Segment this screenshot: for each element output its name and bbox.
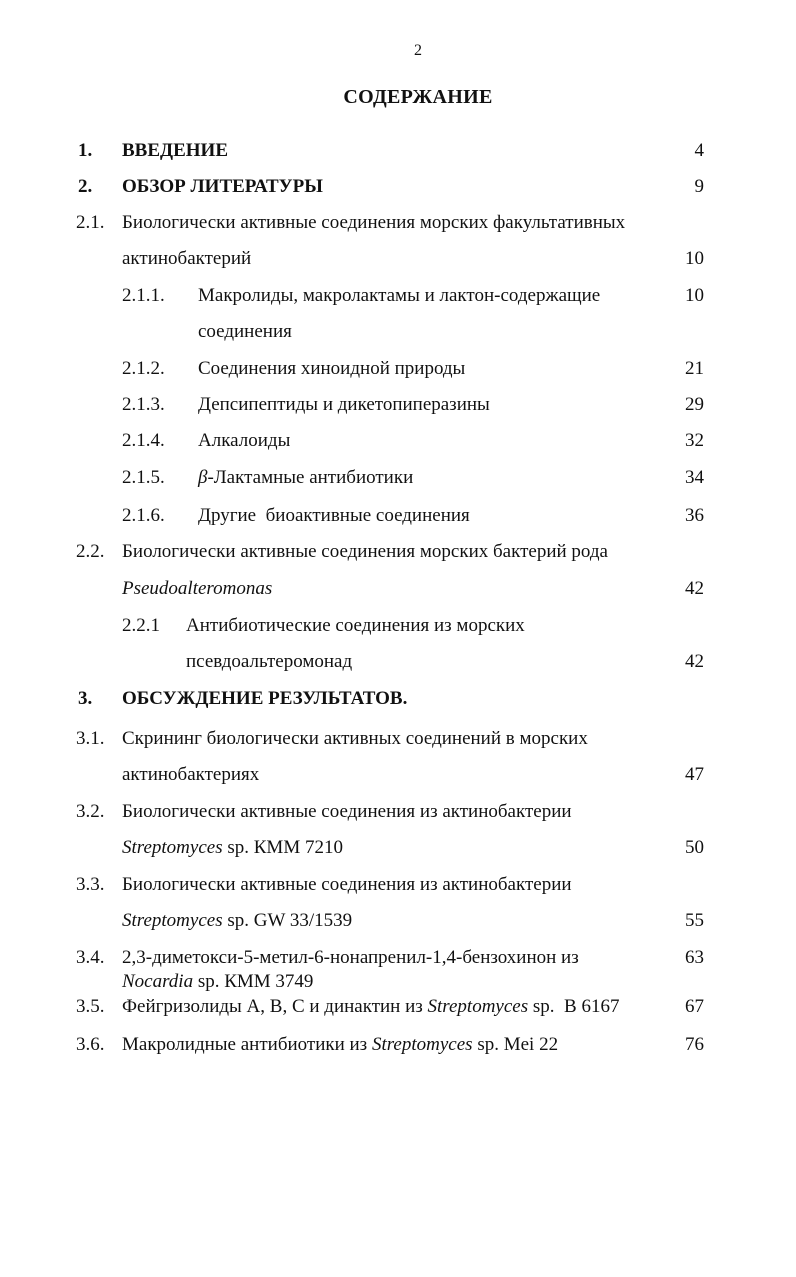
- toc-num: 2.1.6.: [122, 505, 165, 526]
- toc-num: 2.1.3.: [122, 394, 165, 415]
- toc-page: 4: [694, 140, 704, 161]
- toc-title: β-Лактамные антибиотики: [198, 467, 414, 488]
- page-title: СОДЕРЖАНИЕ: [343, 86, 493, 108]
- toc-title: Алкалоиды: [198, 430, 291, 451]
- toc-title-line2: актинобактериях: [122, 764, 260, 785]
- page-number: 2: [414, 42, 422, 59]
- toc-title-line1: Биологически активные соединения из актинобактерии: [122, 801, 572, 822]
- toc-num: 3.: [78, 688, 93, 709]
- toc-title-line1: Скрининг биологически активных соединений в морских: [122, 728, 588, 749]
- toc-title: Соединения хиноидной природы: [198, 358, 466, 379]
- toc-num: 2.: [78, 176, 93, 197]
- toc-num: 2.1.: [76, 212, 105, 233]
- toc-page: 50: [685, 837, 704, 858]
- toc-page: 9: [694, 176, 704, 197]
- toc-page: 36: [685, 505, 704, 526]
- toc-page: 34: [685, 467, 704, 488]
- toc-num: 3.1.: [76, 728, 105, 749]
- toc-title-line2: Pseudoalteromonas: [122, 578, 273, 599]
- toc-num: 2.1.1.: [122, 285, 165, 306]
- toc-num: 2.2.: [76, 541, 105, 562]
- toc-page: 32: [685, 430, 704, 451]
- toc-num: 3.4.: [76, 947, 105, 968]
- toc-title-line1: Биологически активные соединения морских факультативных: [122, 212, 626, 233]
- toc-title: ВВЕДЕНИЕ: [122, 140, 228, 161]
- toc-num: 2.1.2.: [122, 358, 165, 379]
- toc-title-line2: соединения: [198, 321, 292, 342]
- toc-title-line2: псевдоальтеромонад: [186, 651, 353, 672]
- toc-num: 1.: [78, 140, 93, 161]
- toc-title-line1: 2,3-диметокси-5-метил-6-нонапренил-1,4-бензохинон из: [122, 947, 579, 968]
- toc-title: ОБСУЖДЕНИЕ РЕЗУЛЬТАТОВ.: [122, 688, 408, 709]
- toc-num: 3.2.: [76, 801, 105, 822]
- toc-page: 29: [685, 394, 704, 415]
- toc-page: 42: [685, 578, 704, 599]
- toc-title-line2: актинобактерий: [122, 248, 252, 269]
- toc-title-line2: Streptomyces sp. КММ 7210: [122, 837, 343, 858]
- toc-title: Макролидные антибиотики из Streptomyces sp. Mei 22: [122, 1034, 559, 1055]
- toc-num: 3.5.: [76, 996, 105, 1017]
- toc-page: 42: [685, 651, 704, 672]
- toc-title-line1: Макролиды, макролактамы и лактон-содержащие: [198, 285, 601, 306]
- toc-num: 2.1.5.: [122, 467, 165, 488]
- toc-title-line2: Nocardia sp. КММ 3749: [122, 971, 314, 992]
- toc-page: 10: [685, 248, 704, 269]
- toc-page: 55: [685, 910, 704, 931]
- toc-title: Фейгризолиды А, В, С и динактин из Streptomyces sp. В 6167: [122, 996, 620, 1017]
- toc-page: 10: [685, 285, 704, 306]
- toc-num: 2.2.1: [122, 615, 160, 636]
- toc-page: 63: [685, 947, 704, 968]
- toc-num: 2.1.4.: [122, 430, 165, 451]
- toc-title: Депсипептиды и дикетопиперазины: [198, 394, 490, 415]
- toc-page: 67: [685, 996, 704, 1017]
- toc-num: 3.3.: [76, 874, 105, 895]
- toc-title: Другие биоактивные соединения: [198, 505, 470, 526]
- toc-title-line1: Биологически активные соединения из актинобактерии: [122, 874, 572, 895]
- toc-title: ОБЗОР ЛИТЕРАТУРЫ: [122, 176, 323, 197]
- toc-page: 76: [685, 1034, 704, 1055]
- toc-num: 3.6.: [76, 1034, 105, 1055]
- toc-title-line1: Антибиотические соединения из морских: [186, 615, 525, 636]
- toc-title-line1: Биологически активные соединения морских бактерий рода: [122, 541, 608, 562]
- toc-page: 21: [685, 358, 704, 379]
- toc-title-line2: Streptomyces sp. GW 33/1539: [122, 910, 353, 931]
- toc-page: 47: [685, 764, 704, 785]
- beta-symbol: β: [198, 467, 208, 488]
